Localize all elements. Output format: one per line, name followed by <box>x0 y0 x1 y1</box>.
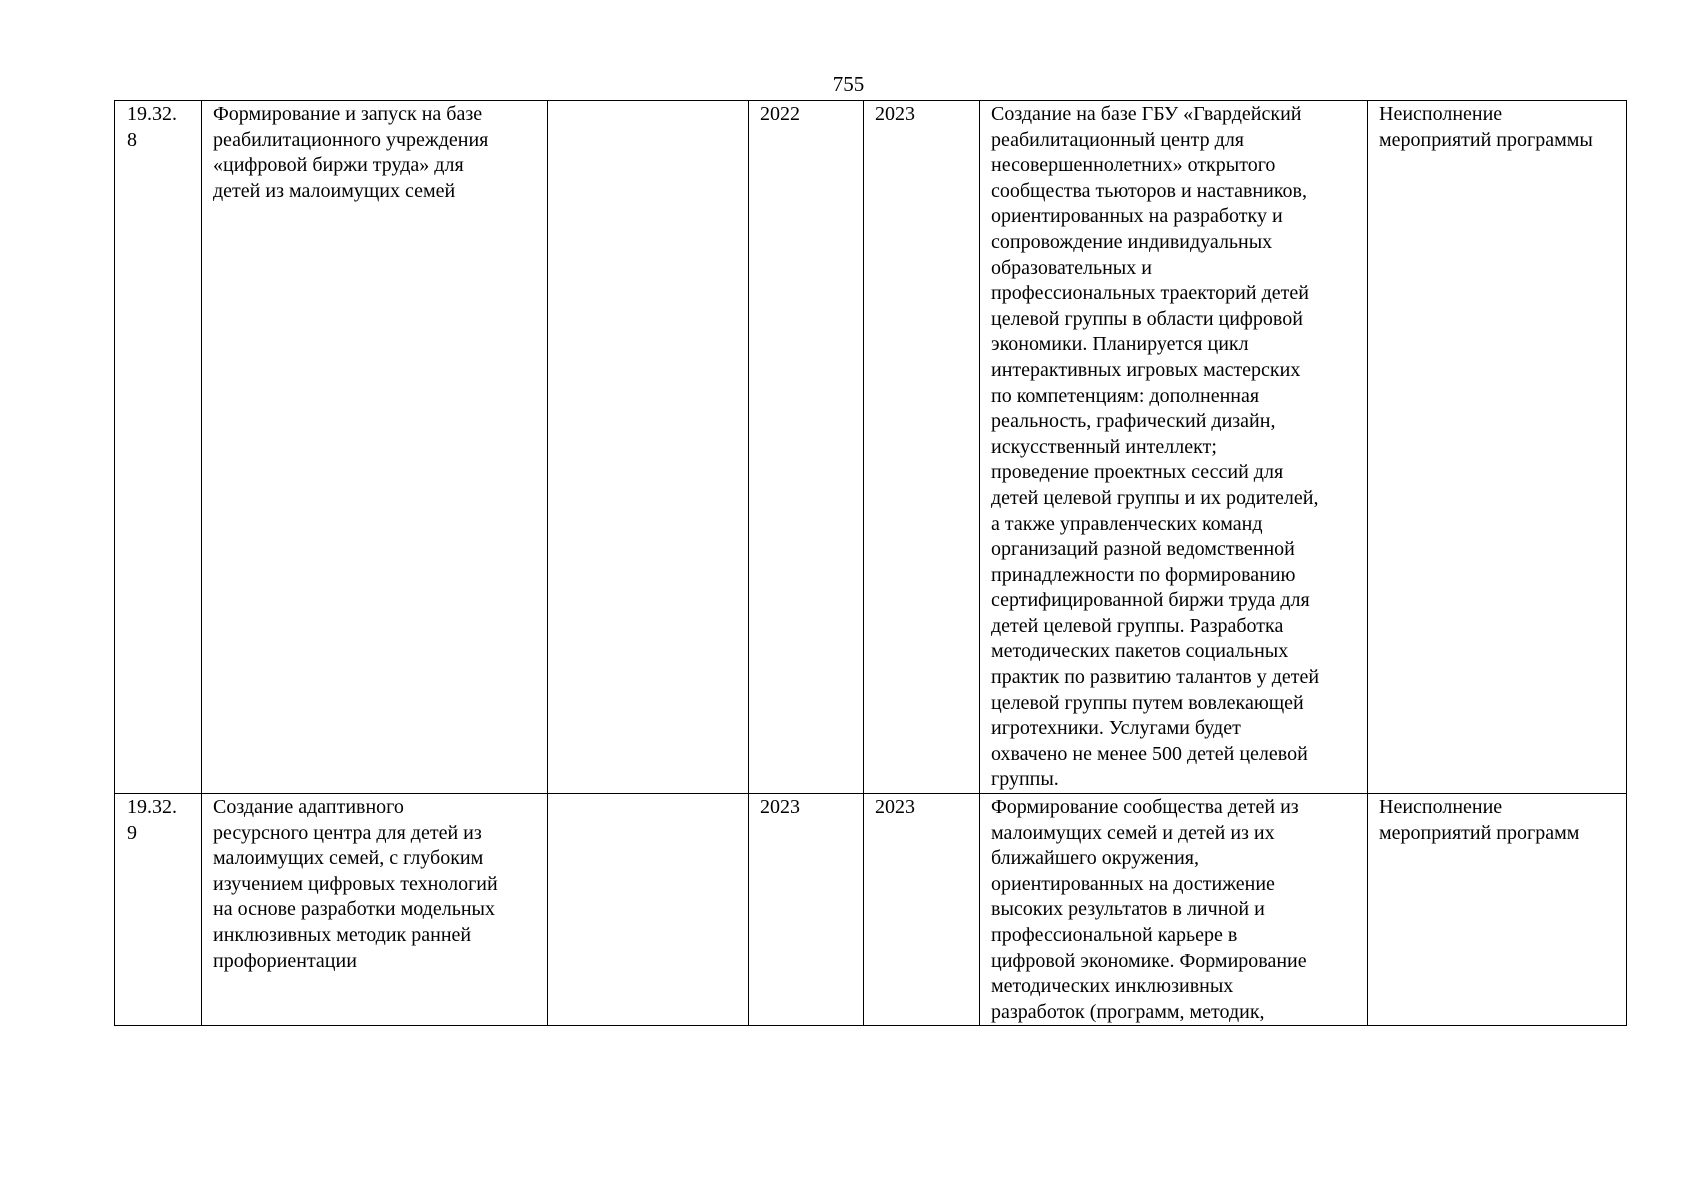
expected-result: Создание на базе ГБУ «Гвардейский реабилитационный центр для несовершеннолетних» открытого сообщества тьюторов и наставников, ориентированных на разработку и сопровождение индивидуальных образовательных и профессиональных траекторий детей целевой группы в области цифровой экономики. Планируется цикл интерактивных игровых мастерских по компетенциям: дополненная реальность, графический дизайн, искусственный интеллект; проведение проектных сессий для детей целевой группы и их родителей, а также управленческих команд организаций разной ведомственной принадлежности по формированию сертифицированной биржи труда для детей целевой группы. Разработка методических пакетов социальных практик по развитию талантов у детей целевой группы путем вовлекающей игротехники. Услугами будет охвачено не менее 500 детей целевой группы. <box>991 103 1320 791</box>
expected-result: Формирование сообщества детей из малоимущих семей и детей из их ближайшего окружения, ориентированных на достижение высоких результатов в личной и профессиональной карьере в цифровой экономике. Формирование методических инклюзивных разработок (программ, методик, <box>991 796 1307 1023</box>
expected-result-cell <box>980 101 1368 794</box>
risk: Неисполнение мероприятий программ <box>1379 796 1580 844</box>
start-year-cell <box>749 794 864 1026</box>
start-year: 2022 <box>760 103 800 125</box>
activity-name-cell <box>202 101 548 794</box>
activity-name: Создание адаптивного ресурсного центра для детей из малоимущих семей, с глубоким изучением цифровых технологий на основе разработки модельных инклюзивных методик ранней профориентации <box>213 796 498 972</box>
end-year: 2023 <box>875 796 915 819</box>
program-activities-table <box>114 100 1627 1026</box>
risk-cell <box>1368 101 1627 794</box>
item-number: 19.32. 8 <box>127 103 177 151</box>
risk-cell <box>1368 794 1627 1026</box>
start-year: 2023 <box>760 796 800 819</box>
page-number: 755 <box>832 72 865 96</box>
expected-result-cell <box>980 794 1368 1026</box>
end-year: 2023 <box>875 103 915 125</box>
responsible-cell <box>548 794 749 1026</box>
responsible-cell <box>548 101 749 794</box>
table-row <box>115 794 1627 1026</box>
activity-name-cell <box>202 794 548 1026</box>
item-number-cell <box>115 794 202 1026</box>
risk: Неисполнение мероприятий программы <box>1379 103 1593 151</box>
item-number-cell <box>115 101 202 794</box>
item-number: 19.32. 9 <box>127 796 177 844</box>
end-year-cell <box>864 101 980 794</box>
start-year-cell <box>749 101 864 794</box>
end-year-cell <box>864 794 980 1026</box>
table-row <box>115 101 1627 794</box>
activity-name: Формирование и запуск на базе реабилитационного учреждения «цифровой биржи труда» для детей из малоимущих семей <box>213 103 489 202</box>
